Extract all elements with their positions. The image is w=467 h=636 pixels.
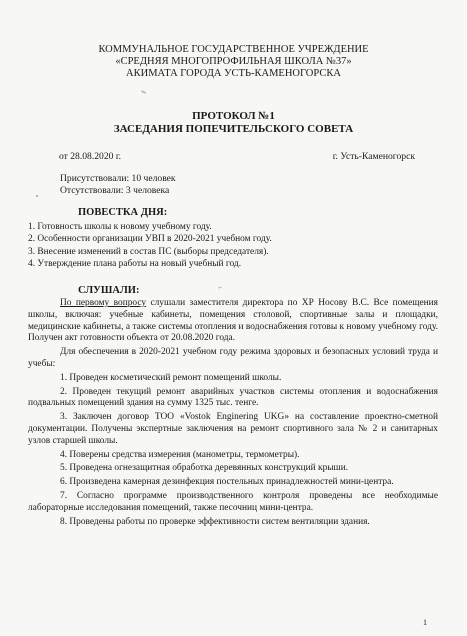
- body-paragraph: 2. Проведен текущий ремонт аварийных участков системы отопления и водоснабжения подвальных помещений здания на сумму 1325 тыс. тенге.: [28, 386, 438, 409]
- protocol-title: ПРОТОКОЛ №1: [192, 110, 275, 122]
- institution-header-line-2: «СРЕДНЯЯ МНОГОПРОФИЛЬНАЯ ШКОЛА №37»: [115, 56, 352, 67]
- meeting-city: г. Усть-Каменогорск: [332, 151, 415, 162]
- attendance-absent: Отсутствовали: 3 человека: [60, 185, 170, 196]
- body-paragraph: 4. Поверены средства измерения (манометры, термометры).: [60, 449, 300, 460]
- body-paragraph: 5. Проведена огнезащитная обработка деревянных конструкций крыши.: [60, 463, 349, 474]
- body-paragraph: 8. Проведены работы по проверке эффективности систем вентиляции здания.: [60, 516, 370, 527]
- agenda-list: [28, 221, 438, 270]
- agenda-heading: ПОВЕСТКА ДНЯ:: [78, 207, 168, 218]
- body-paragraph: 6. Произведена камерная дезинфекция постельных принадлежностей мини-центра.: [60, 477, 394, 488]
- body-paragraph: 1. Проведен косметический ремонт помещений школы.: [60, 372, 282, 383]
- scan-mark: [141, 90, 146, 94]
- institution-header-line-1: КОММУНАЛЬНОЕ ГОСУДАРСТВЕННОЕ УЧРЕЖДЕНИЕ: [98, 44, 369, 55]
- protocol-subtitle: ЗАСЕДАНИЯ ПОПЕЧИТЕЛЬСКОГО СОВЕТА: [113, 123, 354, 135]
- body-paragraph: 3. Заключен договор ТОО «Vostok Enginering UKG» на составление проектно-сметной документации. Получены экспертные заключения на ремонт спортивного зала № 2 и санитарных узлов старшей школы.: [28, 412, 438, 446]
- agenda-item: 4. Утверждение плана работы на новый учебный год.: [28, 258, 242, 269]
- body-paragraph: Для обеспечения в 2020-2021 учебном году режима здоровых и безопасных условий труда и учебы:: [28, 347, 438, 369]
- meeting-date: от 28.08.2020 г.: [59, 151, 122, 162]
- scan-dot: [36, 195, 38, 197]
- protocol-body: [28, 298, 438, 528]
- first-question-text: слушали заместителя директора по ХР Носову В.С. Все помещения школы, включая: учебные кабинеты, помещения столовой, спортивные залы и площадки, медицинские кабинеты, а также системы отопления и водоснабжения готовы к новому учебному году. Получен акт готовности объекта от 20.08.2020 года.: [28, 298, 438, 344]
- page-number: 1: [423, 618, 427, 627]
- body-paragraph: 7. Согласно программе производственного контроля проведены все необходимые лабораторные исследования помещений, также песочниц мини-центра.: [28, 490, 438, 513]
- institution-header-line-3: АКИМАТА ГОРОДА УСТЬ-КАМЕНОГОРСКА: [126, 68, 341, 79]
- agenda-item: 3. Внесение изменений в состав ПС (выборы председателя).: [28, 246, 269, 257]
- scan-mark: [218, 286, 222, 288]
- first-question-label: По первому вопросу: [60, 298, 147, 308]
- heard-heading: СЛУШАЛИ:: [78, 285, 140, 296]
- agenda-item: 1. Готовность школы к новому учебному году.: [28, 222, 212, 232]
- attendance-present: Присутствовали: 10 человек: [60, 173, 176, 184]
- agenda-item: 2. Особенности организации УВП в 2020-2021 учебном году.: [28, 234, 272, 245]
- first-question-paragraph: [28, 298, 438, 345]
